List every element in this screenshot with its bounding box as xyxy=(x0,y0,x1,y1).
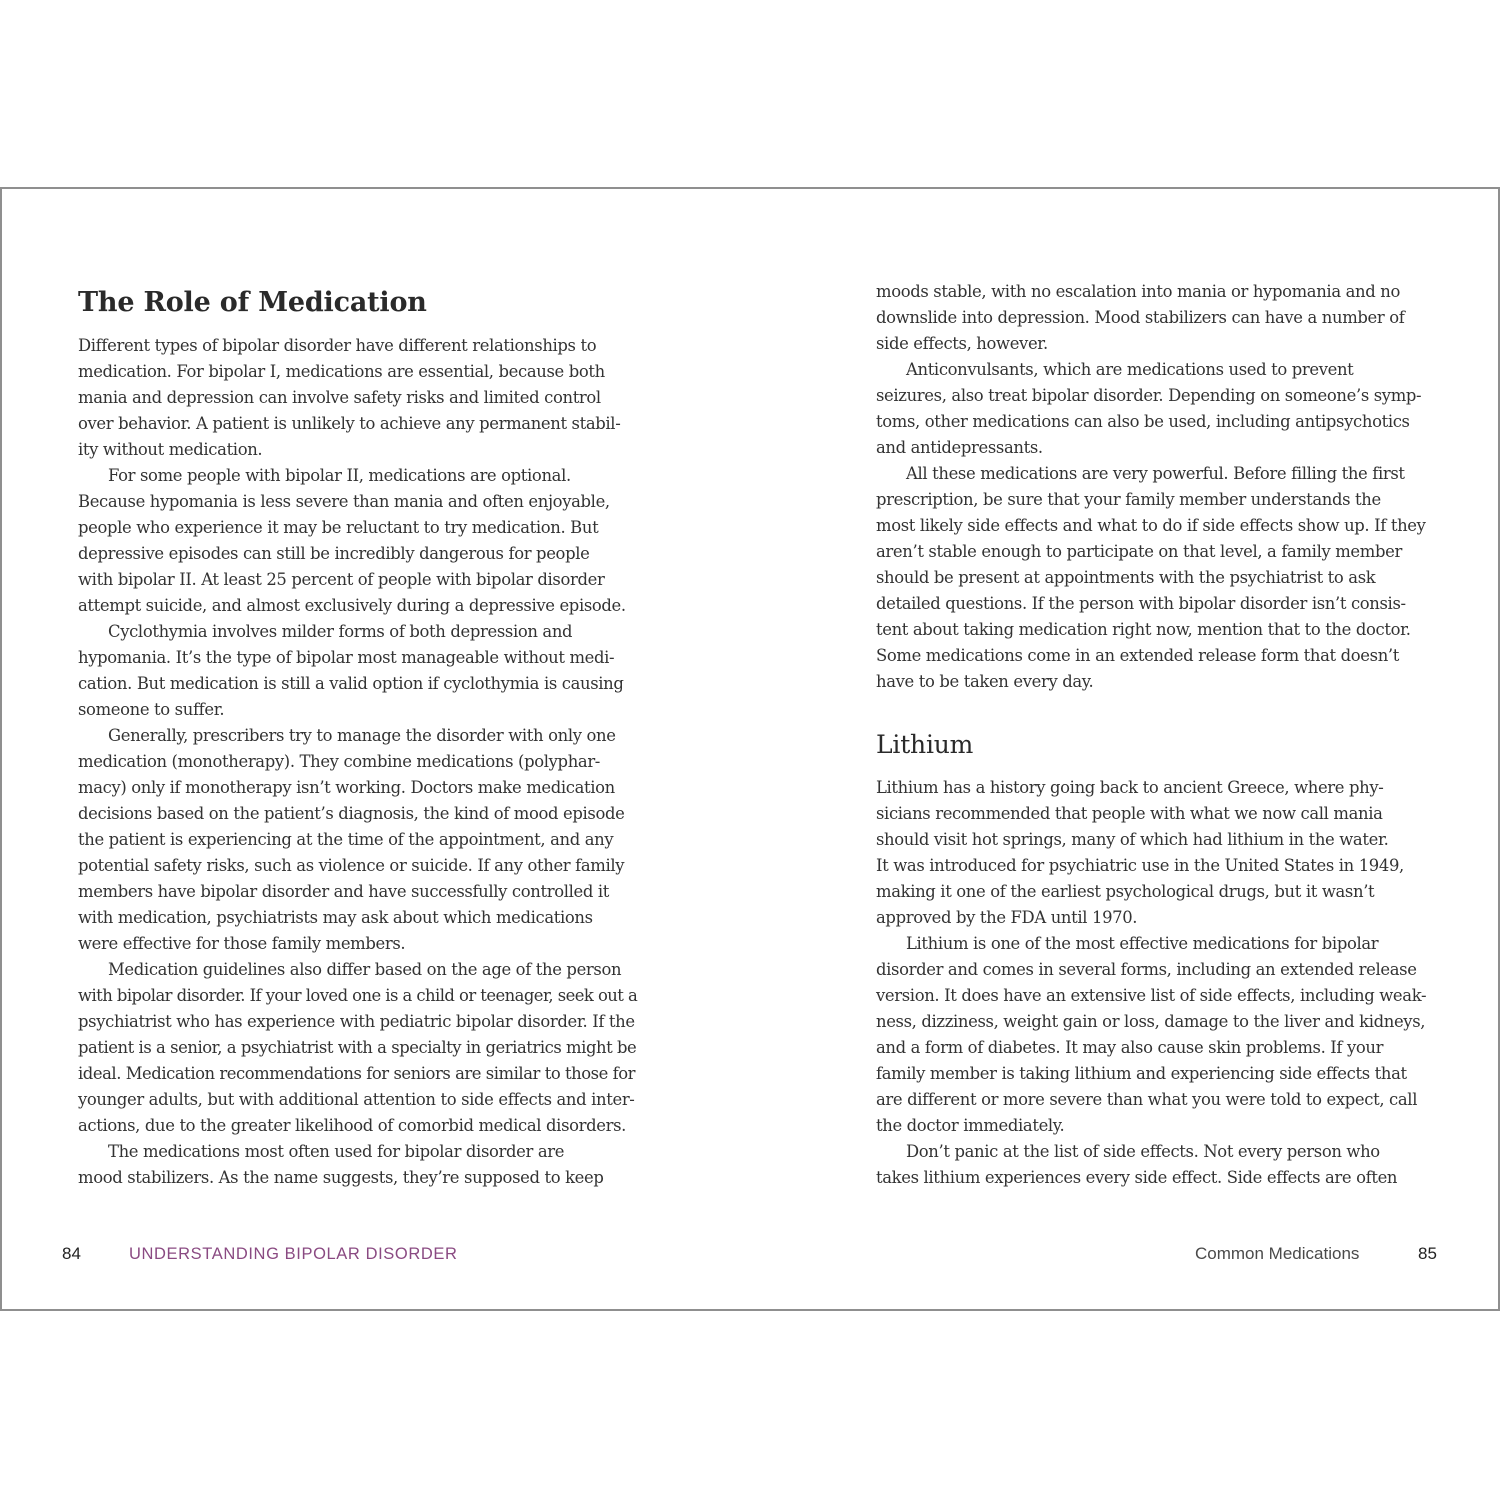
text-line: Don’t panic at the list of side effects. Not every person who xyxy=(906,1142,1380,1161)
text-line: Cyclothymia involves milder forms of both depression and xyxy=(108,622,573,641)
text-line: Different types of bipolar disorder have different relationships to xyxy=(78,336,597,355)
text-line: family member is taking lithium and experiencing side effects that xyxy=(876,1064,1407,1083)
text-line: version. It does have an extensive list of side effects, including weak- xyxy=(876,986,1427,1005)
text-line: should be present at appointments with the psychiatrist to ask xyxy=(876,568,1376,587)
text-line: people who experience it may be reluctant to try medication. But xyxy=(78,518,599,537)
text-line: members have bipolar disorder and have successfully controlled it xyxy=(78,882,609,901)
text-line: have to be taken every day. xyxy=(876,672,1094,691)
text-line: Generally, prescribers try to manage the disorder with only one xyxy=(108,726,616,745)
text-line: actions, due to the greater likelihood of comorbid medical disorders. xyxy=(78,1116,627,1135)
text-line: disorder and comes in several forms, including an extended release xyxy=(876,960,1417,979)
text-line: detailed questions. If the person with bipolar disorder isn’t consis- xyxy=(876,594,1406,613)
text-line: Because hypomania is less severe than mania and often enjoyable, xyxy=(78,492,610,511)
text-line: downslide into depression. Mood stabilizers can have a number of xyxy=(876,308,1405,327)
text-line: mania and depression can involve safety risks and limited control xyxy=(78,388,601,407)
text-line: potential safety risks, such as violence or suicide. If any other family xyxy=(78,856,625,875)
right-text-column xyxy=(876,279,1436,1191)
text-line: The medications most often used for bipolar disorder are xyxy=(108,1142,565,1161)
text-line: All these medications are very powerful. Before filling the first xyxy=(906,464,1405,483)
text-line: someone to suffer. xyxy=(78,700,225,719)
text-line: prescription, be sure that your family member understands the xyxy=(876,490,1381,509)
text-line: are different or more severe than what you were told to expect, call xyxy=(876,1090,1418,1109)
page-number-left: 84 xyxy=(62,1244,81,1263)
text-line: most likely side effects and what to do if side effects show up. If they xyxy=(876,516,1426,535)
text-line: Medication guidelines also differ based on the age of the person xyxy=(108,960,622,979)
text-line: and a form of diabetes. It may also cause skin problems. If your xyxy=(876,1038,1384,1057)
right-page xyxy=(750,189,1498,1309)
text-line: making it one of the earliest psychological drugs, but it wasn’t xyxy=(876,882,1375,901)
page-number-right: 85 xyxy=(1418,1244,1437,1263)
text-line: and antidepressants. xyxy=(876,438,1043,457)
text-line: It was introduced for psychiatric use in the United States in 1949, xyxy=(876,856,1404,875)
text-line: decisions based on the patient’s diagnosis, the kind of mood episode xyxy=(78,804,625,823)
text-line: Lithium has a history going back to ancient Greece, where phy- xyxy=(876,778,1384,797)
book-spread xyxy=(0,187,1500,1311)
text-line: with bipolar disorder. If your loved one is a child or teenager, seek out a xyxy=(78,986,638,1005)
text-line: cation. But medication is still a valid option if cyclothymia is causing xyxy=(78,674,624,693)
text-line: Lithium is one of the most effective medications for bipolar xyxy=(906,934,1379,953)
text-line: younger adults, but with additional attention to side effects and inter- xyxy=(78,1090,635,1109)
text-line: medication. For bipolar I, medications are essential, because both xyxy=(78,362,605,381)
text-line: ness, dizziness, weight gain or loss, damage to the liver and kidneys, xyxy=(876,1012,1426,1031)
right-body-text-top xyxy=(876,279,1436,695)
text-line: the doctor immediately. xyxy=(876,1116,1065,1135)
text-line: Anticonvulsants, which are medications used to prevent xyxy=(906,360,1354,379)
text-line: with bipolar II. At least 25 percent of people with bipolar disorder xyxy=(78,570,605,589)
running-header-book-title: UNDERSTANDING BIPOLAR DISORDER xyxy=(129,1245,458,1263)
text-line: ideal. Medication recommendations for seniors are similar to those for xyxy=(78,1064,636,1083)
left-body-text xyxy=(78,333,638,1191)
text-line: aren’t stable enough to participate on that level, a family member xyxy=(876,542,1402,561)
text-line: mood stabilizers. As the name suggests, they’re supposed to keep xyxy=(78,1168,604,1187)
text-line: were effective for those family members. xyxy=(78,934,406,953)
text-line: with medication, psychiatrists may ask about which medications xyxy=(78,908,593,927)
text-line: hypomania. It’s the type of bipolar most manageable without medi- xyxy=(78,648,615,667)
text-line: patient is a senior, a psychiatrist with a specialty in geriatrics might be xyxy=(78,1038,637,1057)
text-line: the patient is experiencing at the time of the appointment, and any xyxy=(78,830,614,849)
text-line: takes lithium experiences every side effect. Side effects are often xyxy=(876,1168,1398,1187)
text-line: sicians recommended that people with what we now call mania xyxy=(876,804,1383,823)
text-line: Some medications come in an extended release form that doesn’t xyxy=(876,646,1400,665)
text-line: macy) only if monotherapy isn’t working. Doctors make medication xyxy=(78,778,615,797)
text-line: should visit hot springs, many of which had lithium in the water. xyxy=(876,830,1389,849)
text-line: ity without medication. xyxy=(78,440,263,459)
text-line: approved by the FDA until 1970. xyxy=(876,908,1138,927)
text-line: psychiatrist who has experience with pediatric bipolar disorder. If the xyxy=(78,1012,635,1031)
text-line: For some people with bipolar II, medications are optional. xyxy=(108,466,571,485)
text-line: medication (monotherapy). They combine medications (polyphar- xyxy=(78,752,600,771)
running-header-chapter-title: Common Medications xyxy=(1195,1244,1360,1263)
subsection-heading: Lithium xyxy=(876,730,974,759)
left-page xyxy=(2,189,750,1309)
text-line: toms, other medications can also be used, including antipsychotics xyxy=(876,412,1410,431)
text-line: depressive episodes can still be incredibly dangerous for people xyxy=(78,544,590,563)
text-line: seizures, also treat bipolar disorder. Depending on someone’s symp- xyxy=(876,386,1422,405)
text-line: tent about taking medication right now, mention that to the doctor. xyxy=(876,620,1411,639)
section-heading: The Role of Medication xyxy=(78,287,427,318)
text-line: side effects, however. xyxy=(876,334,1048,353)
text-line: over behavior. A patient is unlikely to achieve any permanent stabil- xyxy=(78,414,621,433)
text-line: moods stable, with no escalation into mania or hypomania and no xyxy=(876,282,1400,301)
left-text-column xyxy=(78,279,638,1191)
right-body-text-bottom xyxy=(876,775,1436,1191)
text-line: attempt suicide, and almost exclusively during a depressive episode. xyxy=(78,596,626,615)
